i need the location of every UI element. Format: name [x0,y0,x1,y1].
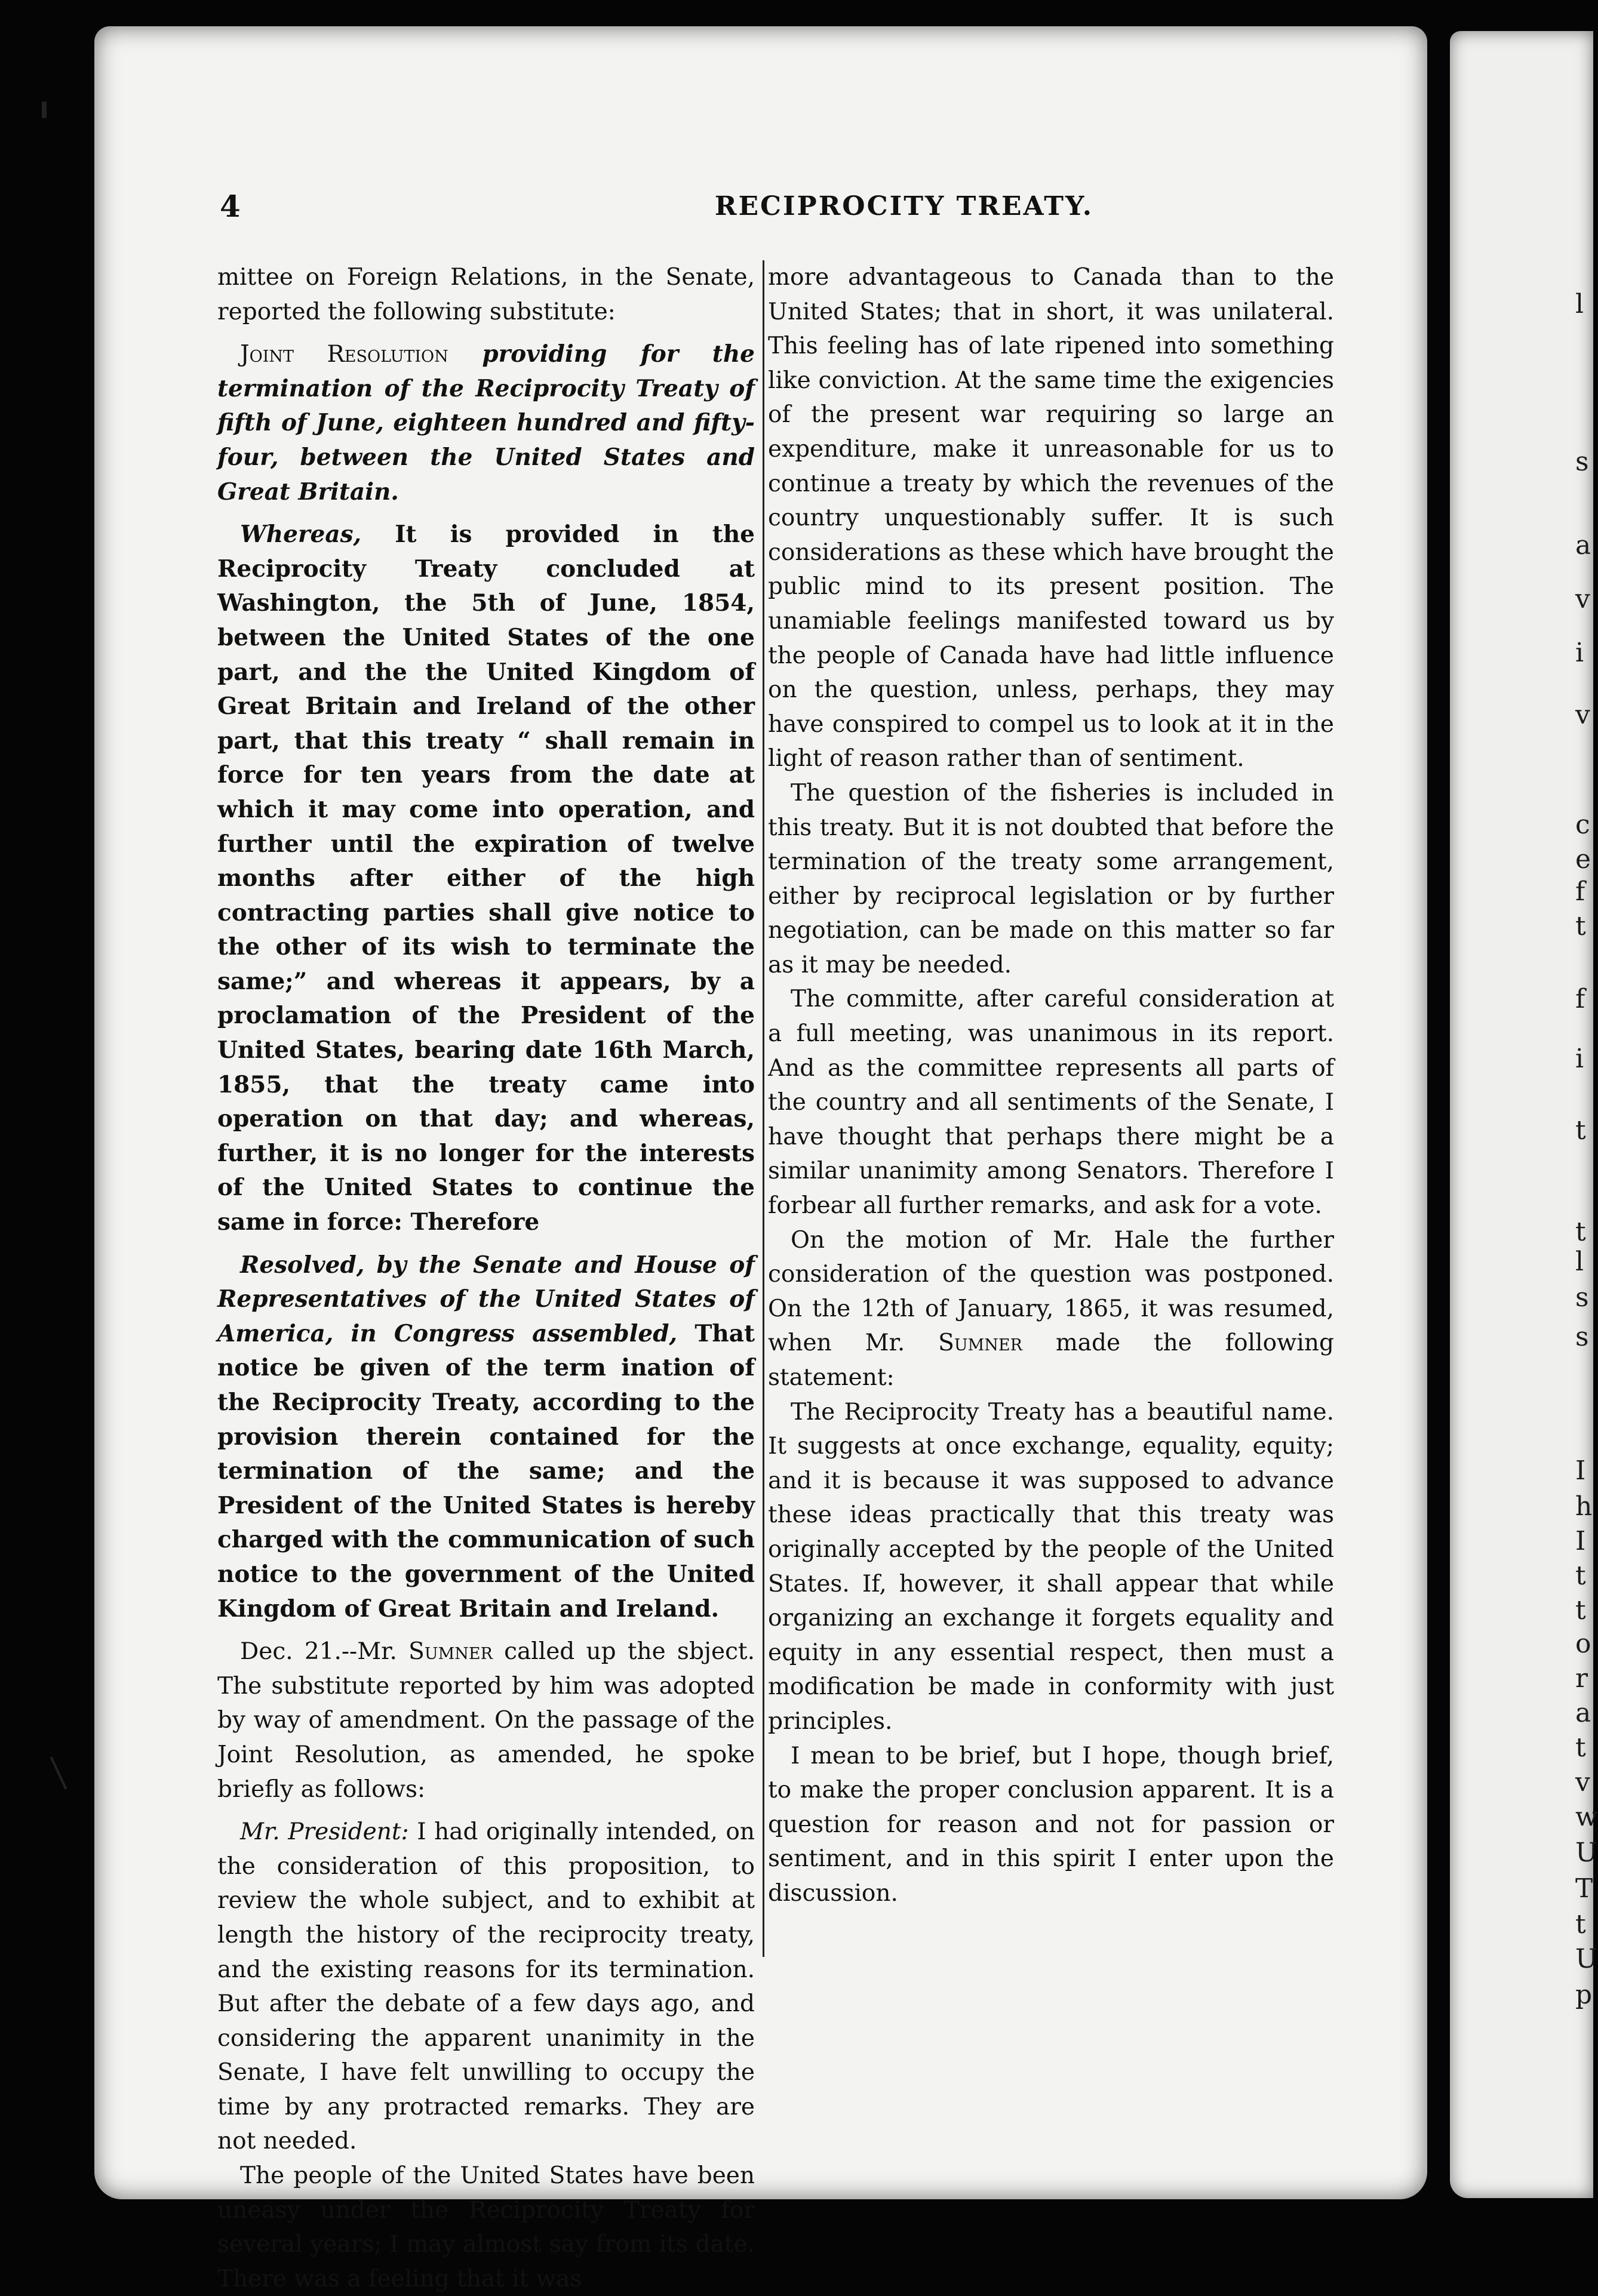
edge-letter: a [1575,530,1591,561]
edge-letter: l [1575,1247,1584,1277]
resolved-paragraph [217,1248,755,1627]
edge-letter: p [1575,1980,1593,2010]
right-paragraph-3: The committe, after careful consideration at a full meeting, was unanimous in its report. And as the committee represents all parts of the country and all sentiments of the Senate, I have thought that perhaps there might be a similar unanimity among Senators. Therefore I forbear all further remarks, and ask for a vote. [768,986,1334,1220]
dec-21-paragraph [217,1635,755,1806]
whereas-paragraph [217,518,755,1239]
edge-letter: s [1575,447,1589,477]
right-paragraph-4 [768,1223,1334,1395]
left-paragraph-7: The people of the United States have been uneasy under the Reciprocity Treaty for several years; I may almost say from its date. There was a feeling that it was [217,2162,755,2292]
scan-speck [50,1756,67,1790]
running-title: RECIPROCITY TREATY. [714,191,1094,221]
edge-letter: i [1575,1044,1584,1074]
edge-letter: t [1575,1217,1586,1247]
scan-speck [42,101,47,118]
right-paragraph-5: The Reciprocity Treaty has a beautiful name. It suggests at once exchange, equality, equity; and it is because it was supposed to advance these ideas practically that this treaty was originally accepted by the people of the United States. If, however, it shall appear that while organizing an exchange it forgets equality and equity in any essential respect, then must a modification be made in conformity with just principles. [768,1398,1334,1735]
edge-letter: T [1575,1873,1593,1904]
edge-letter: i [1575,638,1584,668]
left-paragraph-1: mittee on Foreign Relations, in the Senate, reported the following substitute: [217,264,755,325]
edge-letter: s [1575,1282,1589,1313]
edge-letter: t [1575,1115,1586,1146]
right-column [768,260,1334,1911]
edge-letter: U [1575,1838,1598,1868]
edge-letter: v [1575,700,1590,730]
edge-letter: o [1575,1629,1591,1659]
edge-letter: c [1575,810,1590,840]
edge-letter: e [1575,844,1591,875]
resolved-text: That notice be given of the term ination of the Reciprocity Treaty, according to the provision therein contained for the termination of the same; and the President of the United States is hereby charged with the communication of such notice to the government of the United Kingdom of Great Britain and Ireland. [217,1319,755,1623]
left-column [217,260,755,2296]
joint-resolution-title [217,337,755,509]
mr-president-label: Mr. President: [240,1818,409,1846]
dec-21-text-b: called up the sbject. The substitute reported by him was adopted by way of amendment. On the passage of the Joint Resolution, as amended, he spoke briefly as follows: [217,1638,755,1803]
column-rule [763,260,764,1957]
edge-letter: f [1575,876,1585,907]
edge-letter: w [1575,1802,1598,1832]
edge-letter: r [1575,1663,1588,1694]
edge-letter: f [1575,984,1585,1014]
edge-letter: t [1575,1732,1586,1763]
motion-text-a: On the motion of Mr. Hale the further consideration of the question was postponed. On the 12th of January, 1865, it was resumed, when Mr. [768,1226,1334,1357]
edge-letter: I [1575,1455,1586,1486]
edge-letter: t [1575,1595,1586,1626]
edge-letter: s [1575,1322,1589,1352]
book-page [94,26,1427,2292]
joint-resolution-text: providing for the termination of the Reciprocity Treaty of fifth of June, eighteen hundred and fifty-four, between the United States and Great Britain. [217,340,755,506]
mr-president-paragraph [217,1815,755,2159]
mr-president-text: I had originally intended, on the consideration of this proposition, to review the whole subject, and to exhibit at length the history of the reciprocity treaty, and the existing reasons for its termination. But after the debate of a few days ago, and considering the apparent unanimity in the Senate, I have felt unwilling to occupy the time by any protracted remarks. They are not needed. [217,1818,755,2155]
speaker-name: Sumner [408,1638,493,1666]
edge-letter: U [1575,1944,1598,1974]
motion-text-b: made the following statement: [768,1329,1334,1391]
speaker-name-2: Sumner [938,1329,1022,1357]
edge-letter: v [1575,1767,1590,1798]
edge-letter: a [1575,1698,1591,1728]
page-number: 4 [220,189,241,224]
right-paragraph-1: more advantageous to Canada than to the United States; that in short, it was unilateral. This feeling has of late ripened into something like conviction. At the same time the exigencies of the present war requiring so large an expenditure, make it unreasonable for us to continue a treaty by which the revenues of the country unquestionably suffer. It is such considerations as these which have brought the public mind to its present position. The unamiable feelings manifested toward us by the people of Canada have had little influence on the question, unless, perhaps, they may have conspired to compel us to look at it in the light of reason rather than of sentiment. [768,264,1334,772]
whereas-text: It is provided in the Reciprocity Treaty concluded at Washington, the 5th of June, 1854, between the United States of the one part, and the the United Kingdom of Great Britain and Ireland of the other part, that this treaty “ shall remain in force for ten years from the date at which it may come into operation, and further until the expiration of twelve months after either of the high contracting parties shall give notice to the other of its wish to terminate the same;” and whereas it appears, by a proclamation of the President of the United States, bearing date 16th March, 1855, that the treaty came into operation on that day; and whereas, further, it is no longer for the interests of the United States to continue the same in force: Therefore [217,521,755,1236]
right-paragraph-2: The question of the fisheries is included in this treaty. But it is not doubted that before the termination of the treaty some arrangement, either by reciprocal legislation or by further negotiation, can be made on this matter so far as it may be needed. [768,779,1334,978]
facing-page-edge [1450,31,1598,2198]
edge-letter: v [1575,584,1590,614]
resolved-label: Resolved, by the Senate and House of Representatives of the United States of America, in Congress assembled, [217,1251,755,1347]
edge-letter: l [1575,289,1584,319]
edge-letter: t [1575,911,1586,941]
edge-letter: t [1575,1561,1586,1591]
right-paragraph-6: I mean to be brief, but I hope, though brief, to make the proper conclusion apparent. It is a question for reason and not for passion or sentiment, and in this spirit I enter upon the discussion. [768,1742,1334,1907]
edge-letter: h [1575,1491,1593,1522]
joint-resolution-label: Joint Resolution [240,341,448,368]
dec-21-text-a: Dec. 21.--Mr. [240,1638,409,1666]
edge-letter: t [1575,1909,1586,1940]
whereas-label: Whereas, [240,521,362,549]
edge-letter: I [1575,1526,1586,1556]
